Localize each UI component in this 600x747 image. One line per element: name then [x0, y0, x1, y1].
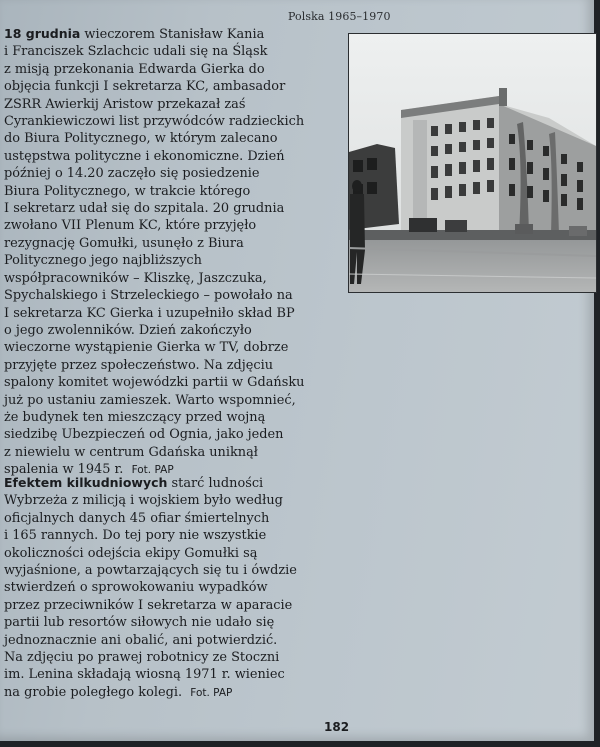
text-line	[4, 217, 340, 234]
line-text: Wybrzeża z milicją i wojskiem było według	[4, 493, 283, 509]
text-line	[4, 444, 340, 461]
line-text: partii lub resortów siłowych nie udało się	[4, 615, 275, 631]
line-text: Biura Politycznego, w trakcie którego	[4, 183, 251, 199]
line-text: Politycznego jego najbliższych	[4, 253, 202, 269]
text-line	[4, 43, 340, 60]
paragraph-2	[4, 474, 340, 702]
line-text: Na zdjęciu po prawej robotnicy ze Stoczni	[4, 650, 280, 666]
photo-burned-building	[348, 33, 597, 293]
line-text: z niewielu w centrum Gdańska uniknął	[4, 444, 258, 460]
line-text: Spychalskiego i Strzeleckiego – powołało na	[4, 288, 293, 304]
line-text: wieczorem Stanisław Kania	[80, 27, 265, 42]
lead-in-bold: 18 grudnia	[4, 26, 81, 41]
text-line	[4, 510, 340, 527]
paragraph-1	[4, 25, 340, 480]
text-line	[4, 392, 340, 409]
text-line	[4, 200, 340, 217]
text-line	[4, 684, 340, 702]
line-text: na grobie poległego kolegi.	[4, 684, 183, 700]
text-line	[4, 305, 340, 322]
text-line	[4, 357, 340, 374]
text-line	[4, 339, 340, 356]
text-line	[4, 632, 340, 649]
line-text: wyjaśnione, a powtarzających się tu i ówdzie	[4, 563, 297, 579]
text-line	[4, 562, 340, 579]
line-text: do Biura Politycznego, w którym zalecano	[4, 131, 278, 147]
line-text: z misją przekonania Edwarda Gierka do	[4, 61, 265, 77]
text-line	[4, 148, 340, 165]
lead-in-bold: Efektem kilkudniowych	[4, 475, 168, 490]
line-text: okoliczności odejścia ekipy Gomułki są	[4, 545, 258, 561]
text-line	[4, 287, 340, 304]
text-line	[4, 492, 340, 509]
text-line	[4, 666, 340, 683]
text-line	[4, 61, 340, 78]
text-line	[4, 426, 340, 443]
text-line	[4, 474, 340, 492]
line-text: ustępstwa polityczne i ekonomiczne. Dzień	[4, 148, 285, 164]
text-line	[4, 545, 340, 562]
text-line	[4, 322, 340, 339]
line-text: I sekretarz udał się do szpitala. 20 grudnia	[4, 201, 285, 217]
line-text: spalenia w 1945 r.	[4, 462, 124, 478]
text-line	[4, 235, 340, 252]
line-text: i Franciszek Szlachcic udali się na Śląsk	[4, 44, 268, 60]
line-text: objęcia funkcji I sekretarza KC, ambasador	[4, 79, 286, 95]
text-line	[4, 374, 340, 391]
text-line	[4, 165, 340, 182]
photo-credit: Fot. PAP	[131, 464, 174, 477]
line-text: siedzibę Ubezpieczeń od Ognia, jako jeden	[4, 427, 284, 443]
running-head: Polska 1965–1970	[288, 10, 391, 23]
line-text: zwołano VII Plenum KC, które przyjęło	[4, 218, 257, 234]
text-line	[4, 25, 340, 43]
photo-illustration	[349, 34, 596, 292]
line-text: im. Lenina składają wiosną 1971 r. wieniec	[4, 667, 285, 683]
page-number: 182	[324, 720, 350, 734]
line-text: że budynek ten mieszczący przed wojną	[4, 409, 266, 425]
line-text: wieczorne wystąpienie Gierka w TV, dobrze	[4, 340, 289, 356]
text-line	[4, 597, 340, 614]
text-line	[4, 130, 340, 147]
line-text: jednoznacznie ani obalić, ani potwierdzić.	[4, 632, 278, 648]
line-text: i 165 rannych. Do tej pory nie wszystkie	[4, 528, 267, 544]
text-line	[4, 409, 340, 426]
text-line	[4, 96, 340, 113]
line-text: przyjęte przez społeczeństwo. Na zdjęciu	[4, 357, 274, 373]
line-text: spalony komitet wojewódzki partii w Gdańsku	[4, 375, 305, 391]
line-text: przez przeciwników I sekretarza w aparacie	[4, 597, 293, 613]
text-line	[4, 579, 340, 596]
line-text: współpracowników – Kliszkę, Jaszczuka,	[4, 270, 267, 286]
line-text: już po ustaniu zamieszek. Warto wspomnieć,	[4, 392, 296, 408]
line-text: starć ludności	[167, 476, 264, 491]
line-text: stwierdzeń o sprowokowaniu wypadków	[4, 580, 268, 596]
text-line	[4, 252, 340, 269]
text-line	[4, 527, 340, 544]
line-text: później o 14.20 zaczęło się posiedzenie	[4, 166, 260, 182]
text-line	[4, 78, 340, 95]
line-text: o jego zwolenników. Dzień zakończyło	[4, 322, 252, 338]
text-line	[4, 614, 340, 631]
photo-credit: Fot. PAP	[190, 686, 233, 699]
line-text: rezygnację Gomułki, usunęło z Biura	[4, 235, 244, 251]
line-text: oficjalnych danych 45 ofiar śmiertelnych	[4, 510, 270, 526]
text-line	[4, 270, 340, 287]
text-line	[4, 113, 340, 130]
line-text: ZSRR Awierkij Aristow przekazał zaś	[4, 96, 246, 112]
text-line	[4, 649, 340, 666]
line-text: I sekretarza KC Gierka i uzupełniło skład BP	[4, 305, 295, 321]
line-text: Cyrankiewiczowi list przywódców radzieckich	[4, 114, 305, 130]
text-line	[4, 183, 340, 200]
